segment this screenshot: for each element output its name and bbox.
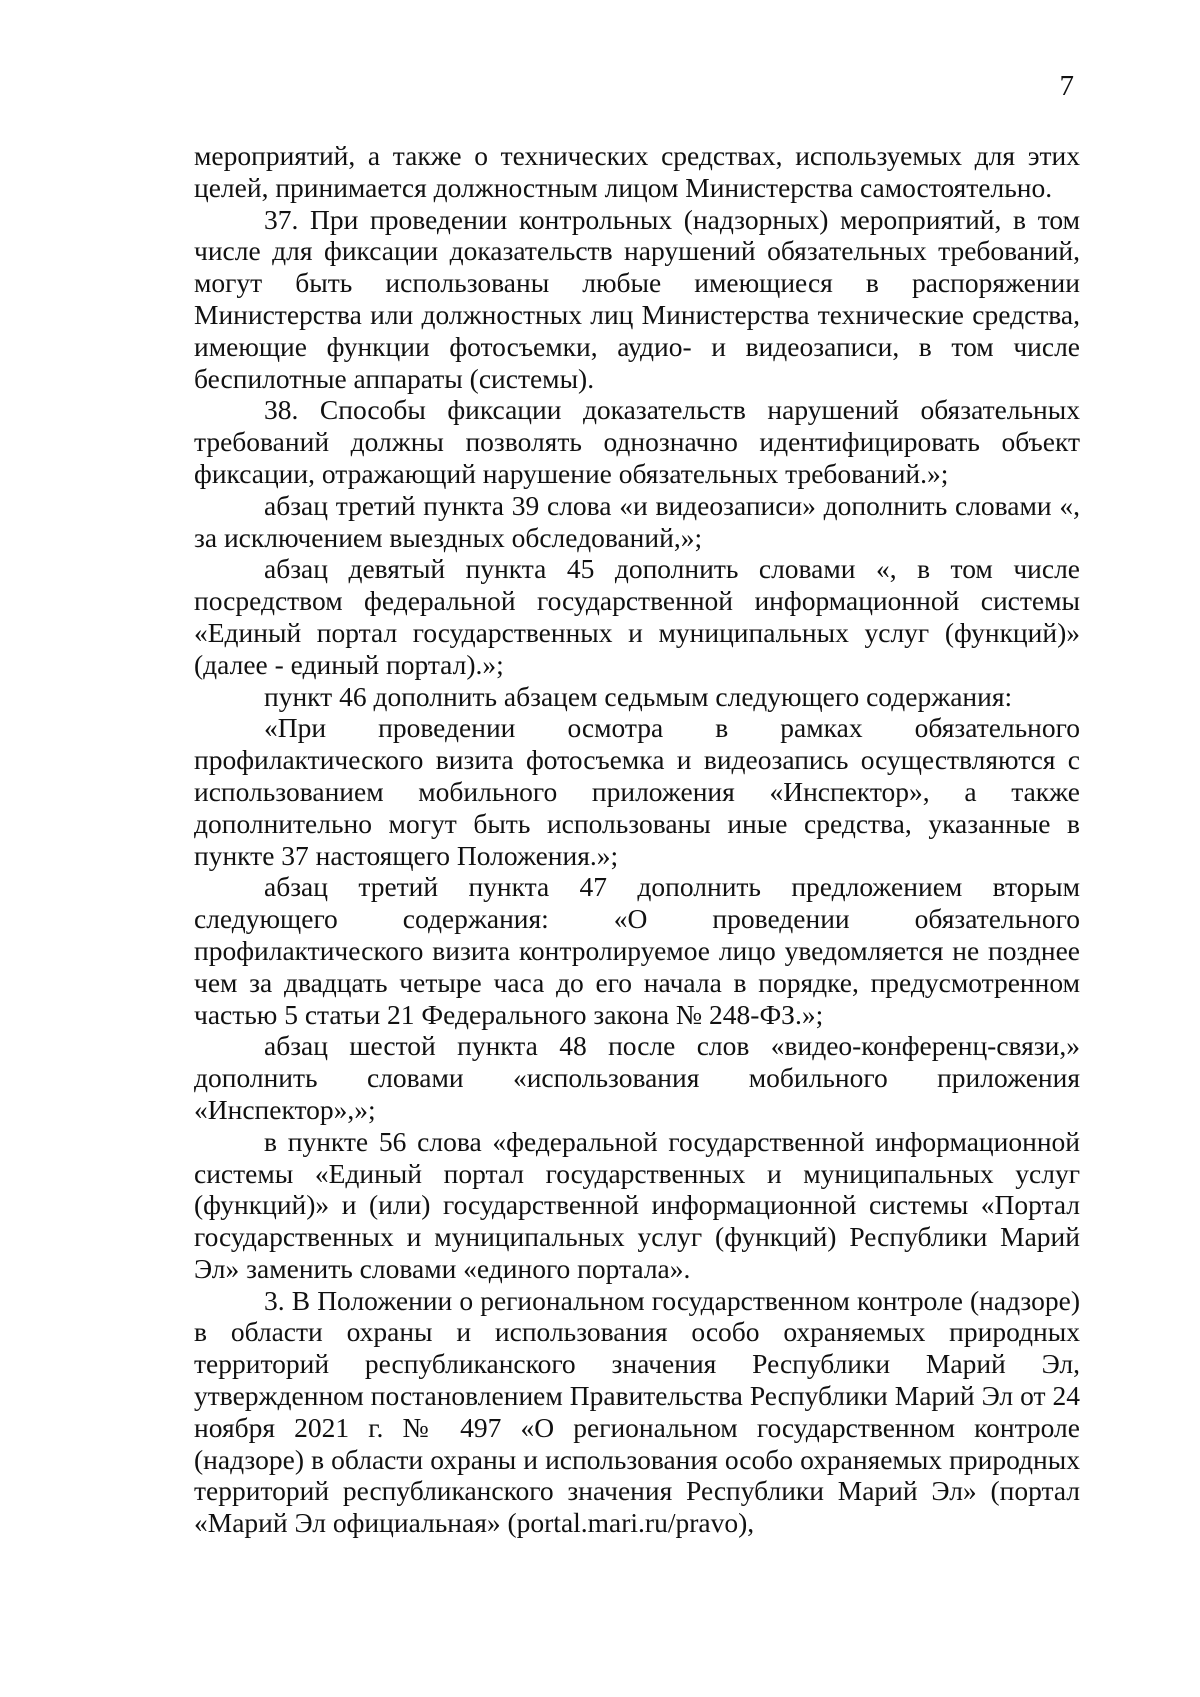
paragraph-amendment-56: в пункте 56 слова «федеральной государственной информационной системы «Единый портал государственных и муниципальных услуг (функций)» и (или) государственной информационной системы «Портал государственных и муниципальных услуг (функций) Республики Марий Эл» заменить словами «единого портала».: [194, 1125, 1080, 1284]
paragraph-amendment-46-text: «При проведении осмотра в рамках обязательного профилактического визита фотосъемка и видеозапись осуществляются с использованием мобильного приложения «Инспектор», а также дополнительно могут быть использованы иные средства, указанные в пункте 37 настоящего Положения.»;: [194, 712, 1080, 871]
paragraph-amendment-48: абзац шестой пункта 48 после слов «видео-конференц-связи,» дополнить словами «использования мобильного приложения «Инспектор»,»;: [194, 1030, 1080, 1125]
paragraph: мероприятий, а также о технических средствах, используемых для этих целей, принимается должностным лицом Министерства самостоятельно.: [194, 140, 1080, 203]
paragraph-item-37: 37. При проведении контрольных (надзорных) мероприятий, в том числе для фиксации доказательств нарушений обязательных требований, могут быть использованы любые имеющиеся в распоряжении Министерства или должностных лиц Министерства технические средства, имеющие функции фотосъемки, аудио- и видеозаписи, в том числе беспилотные аппараты (системы).: [194, 203, 1080, 394]
paragraph-amendment-47: абзац третий пункта 47 дополнить предложением вторым следующего содержания: «О проведении обязательного профилактического визита контролируемое лицо уведомляется не позднее чем за двадцать четыре часа до его начала в порядке, предусмотренном частью 5 статьи 21 Федерального закона № 248-ФЗ.»;: [194, 871, 1080, 1030]
paragraph-amendment-46: пункт 46 дополнить абзацем седьмым следующего содержания:: [264, 680, 1013, 712]
page-number: 7: [1059, 70, 1074, 102]
document-body: [194, 140, 1080, 1539]
paragraph-section-3: 3. В Положении о региональном государственном контроле (надзоре) в области охраны и использования особо охраняемых природных территорий республиканского значения Республики Марий Эл, утвержденном постановлением Правительства Республики Марий Эл от 24 ноября 2021 г. № 497 «О региональном государственном контроле (надзоре) в области охраны и использования особо охраняемых природных территорий республиканского значения Республики Марий Эл» (портал «Марий Эл официальная» (portal.mari.ru/pravo),: [194, 1284, 1080, 1539]
paragraph-item-38: 38. Способы фиксации доказательств нарушений обязательных требований должны позволять однозначно идентифицировать объект фиксации, отражающий нарушение обязательных требований.»;: [194, 394, 1080, 489]
paragraph-amendment-39: абзац третий пункта 39 слова «и видеозаписи» дополнить словами «, за исключением выездных обследований,»;: [194, 489, 1080, 553]
paragraph-amendment-45: абзац девятый пункта 45 дополнить словами «, в том числе посредством федеральной государственной информационной системы «Единый портал государственных и муниципальных услуг (функций)» (далее - единый портал).»;: [194, 553, 1080, 680]
